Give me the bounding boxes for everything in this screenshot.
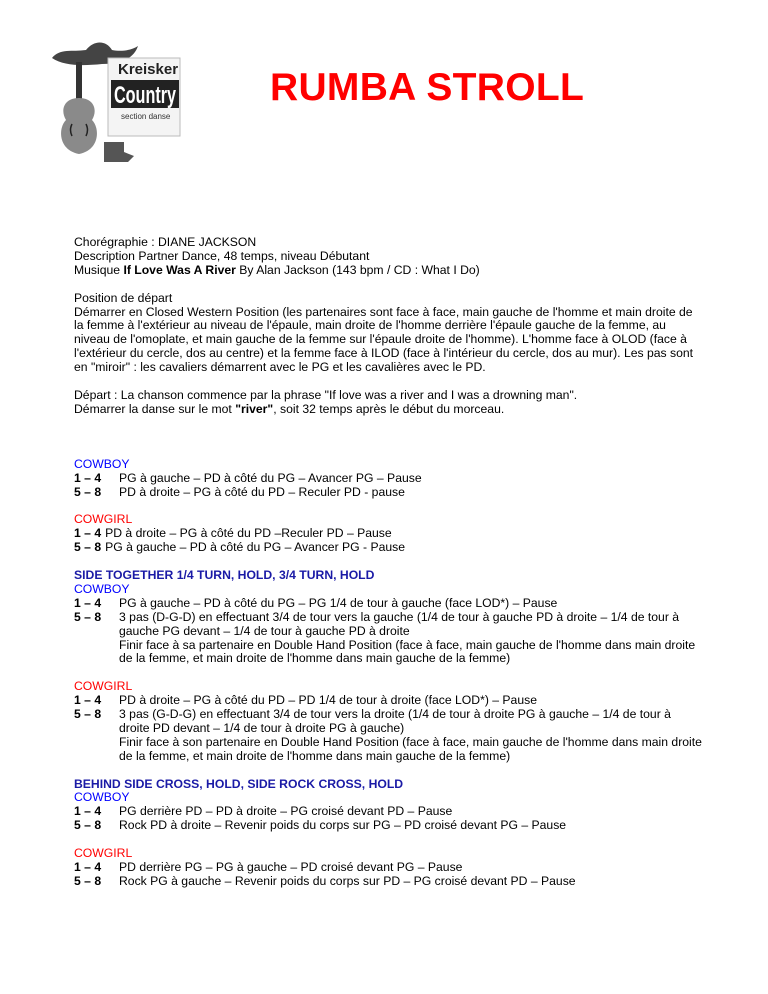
club-logo [42, 36, 182, 176]
cowgirl-label: COWGIRL [74, 846, 133, 861]
step-row: 1 – 4 PD à droite – PG à côté du PD – PD 1/4 de tour à droite (face LOD*) – Pause [74, 693, 537, 708]
section-heading: BEHIND SIDE CROSS, HOLD, SIDE ROCK CROSS, HOLD [74, 776, 404, 791]
step-row: 1 – 4 PD derrière PG – PG à gauche – PD croisé devant PG – Pause [74, 859, 463, 874]
cowboy-label: COWBOY [74, 456, 130, 471]
document-body [74, 236, 704, 889]
music-line: Musique If Love Was A River By Alan Jackson (143 bpm / CD : What I Do) [74, 262, 480, 277]
section-heading: SIDE TOGETHER 1/4 TURN, HOLD, 3/4 TURN, HOLD [74, 567, 375, 582]
cowgirl-label: COWGIRL [74, 679, 133, 694]
position-heading: Position de départ [74, 290, 173, 305]
music-title: If Love Was A River [123, 262, 236, 277]
cowboy-label: COWBOY [74, 790, 130, 805]
step-row: 1 – 4 PG à gauche – PD à côté du PG – PG 1/4 de tour à gauche (face LOD*) – Pause [74, 595, 558, 610]
step-row: 5 – 8 Rock PD à droite – Revenir poids du corps sur PG – PD croisé devant PG – Pause [74, 818, 567, 833]
logo-text-section: section danse [121, 112, 171, 121]
section-3 [74, 778, 704, 889]
section-2 [74, 569, 704, 764]
step-row: 1 – 4 PD à droite – PG à côté du PD –Reculer PD – Pause [74, 526, 392, 541]
step-row: 5 – 8 PD à droite – PG à côté du PD – Reculer PD - pause [74, 484, 405, 499]
position-text: Démarrer en Closed Western Position (les partenaires sont face à face, main gauche de l'homme et main droite de la femme à l'extérieur au niveau de l'épaule, main droite de l'homme derrière l'épaule gauche de la femme, au niveau de l'omoplate, et main gauche de la femme sur l'épaule droite de l'homme). L'homme face à OLOD (face à l'extérieur du cercle, dos au centre) et la femme face à ILOD (face à l'intérieur du cercle, dos au mur). Les pas sont en "miroir" : les cavaliers démarrent avec le PG et les cavalières avec le PD. [74, 304, 694, 375]
step-row: 5 – 8 3 pas (D-G-D) en effectuant 3/4 de tour vers la gauche (1/4 de tour à gauche PD à droite – 1/4 de tour à gauche PG devant – 1/4 de tour à gauche PD à droite Finir face à sa partenaire en Double Hand Position (face à face, main gauche de l'homme dans main droite de la femme, et main droite de l'homme dans main gauche de la femme) [74, 609, 696, 666]
step-row: 5 – 8 PG à gauche – PD à côté du PG – Avancer PG - Pause [74, 540, 406, 555]
page-title: RUMBA STROLL [270, 66, 585, 109]
depart-line-1: Départ : La chanson commence par la phrase "If love was a river and I was a drowning man". [74, 387, 578, 402]
description-line: Description Partner Dance, 48 temps, niveau Débutant [74, 248, 370, 263]
section-1 [74, 458, 704, 555]
step-row: 1 – 4 PG derrière PD – PD à droite – PG croisé devant PD – Pause [74, 804, 453, 819]
logo-text-kreisker: Kreisker [118, 61, 179, 78]
cowboy-label: COWBOY [74, 581, 130, 596]
depart-line-2: Démarrer la danse sur le mot "river", soit 32 temps après le début du morceau. [74, 401, 505, 416]
choreographer-line: Chorégraphie : DIANE JACKSON [74, 235, 257, 249]
step-row: 1 – 4 PG à gauche – PD à côté du PG – Avancer PG – Pause [74, 470, 422, 485]
cowgirl-label: COWGIRL [74, 512, 133, 527]
logo-text-country: Country [114, 82, 177, 109]
step-row: 5 – 8 3 pas (G-D-G) en effectuant 3/4 de tour vers la droite (1/4 de tour à droite PG à gauche – 1/4 de tour à droite PD devant – 1/4 de tour à droite PG à gauche) Finir face à son partenaire en Double Hand Position (face à face, main gauche de l'homme dans main droite de la femme, et main droite de l'homme dans main gauche de la femme) [74, 707, 702, 763]
step-row: 5 – 8 Rock PG à gauche – Revenir poids du corps sur PD – PG croisé devant PD – Pause [74, 873, 576, 888]
